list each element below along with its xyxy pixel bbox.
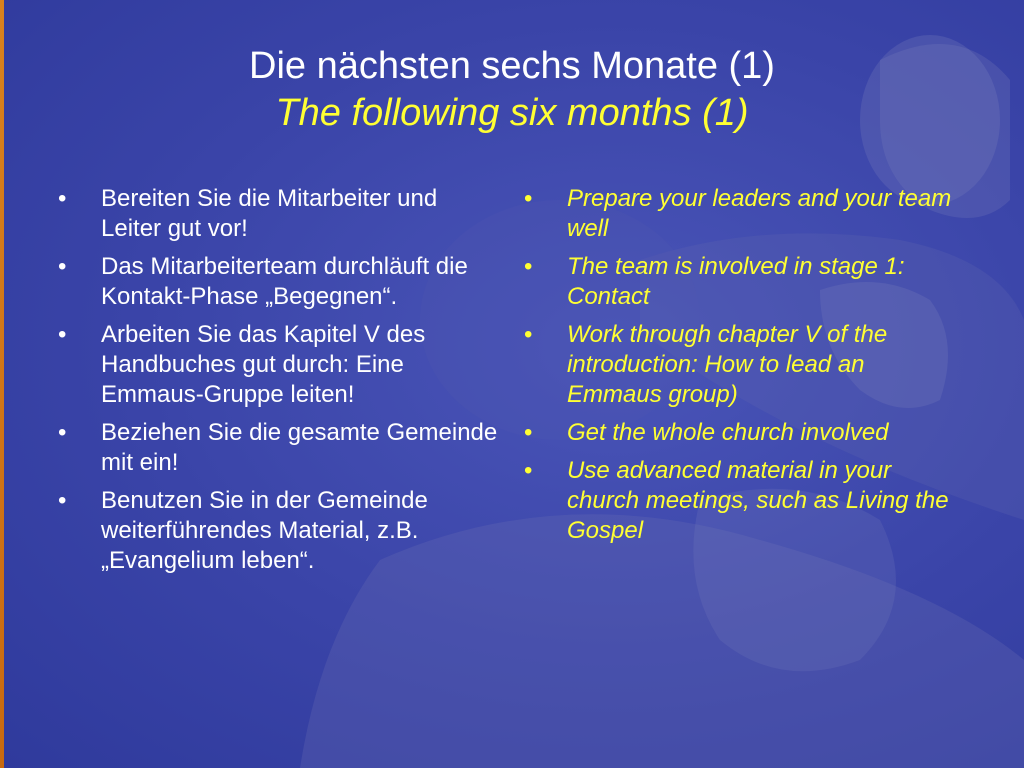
bullet-text: Use advanced material in your church meetings, such as Living the Gospel [567, 457, 949, 544]
bullet-glyph: • [524, 457, 533, 484]
slide-title [0, 44, 1024, 138]
bullet-text: Beziehen Sie die gesamte Gemeinde mit ein! [101, 419, 498, 476]
title-german: Die nächsten sechs Monate (1) [249, 45, 775, 87]
list-item [58, 320, 498, 410]
list-item [524, 252, 964, 312]
english-bullet-list [524, 184, 964, 554]
list-item [524, 320, 964, 410]
bullet-text: Prepare your leaders and your team well [567, 185, 952, 242]
bullet-glyph: • [58, 253, 67, 280]
title-english: The following six months (1) [275, 92, 749, 134]
bullet-glyph: • [524, 253, 533, 280]
list-item [58, 184, 498, 244]
bullet-glyph: • [58, 419, 67, 446]
bullet-text: Work through chapter V of the introduction: How to lead an Emmaus group) [567, 321, 888, 408]
list-item [58, 418, 498, 478]
bullet-text: The team is involved in stage 1: Contact [567, 253, 905, 310]
bullet-text: Get the whole church involved [567, 419, 889, 446]
bullet-text: Arbeiten Sie das Kapitel V des Handbuches gut durch: Eine Emmaus-Gruppe leiten! [101, 321, 426, 408]
bullet-glyph: • [58, 321, 67, 348]
list-item [524, 418, 964, 448]
list-item [58, 486, 498, 576]
list-item [58, 252, 498, 312]
bullet-glyph: • [58, 185, 67, 212]
bullet-text: Benutzen Sie in der Gemeinde weiterführendes Material, z.B. „Evangelium leben“. [101, 487, 428, 574]
bullet-glyph: • [524, 185, 533, 212]
list-item [524, 456, 964, 546]
bullet-text: Das Mitarbeiterteam durchläuft die Kontakt-Phase „Begegnen“. [101, 253, 468, 310]
bullet-glyph: • [524, 321, 533, 348]
german-bullet-list [58, 184, 498, 584]
bullet-text: Bereiten Sie die Mitarbeiter und Leiter gut vor! [101, 185, 438, 242]
bullet-glyph: • [58, 487, 67, 514]
bullet-glyph: • [524, 419, 533, 446]
list-item [524, 184, 964, 244]
